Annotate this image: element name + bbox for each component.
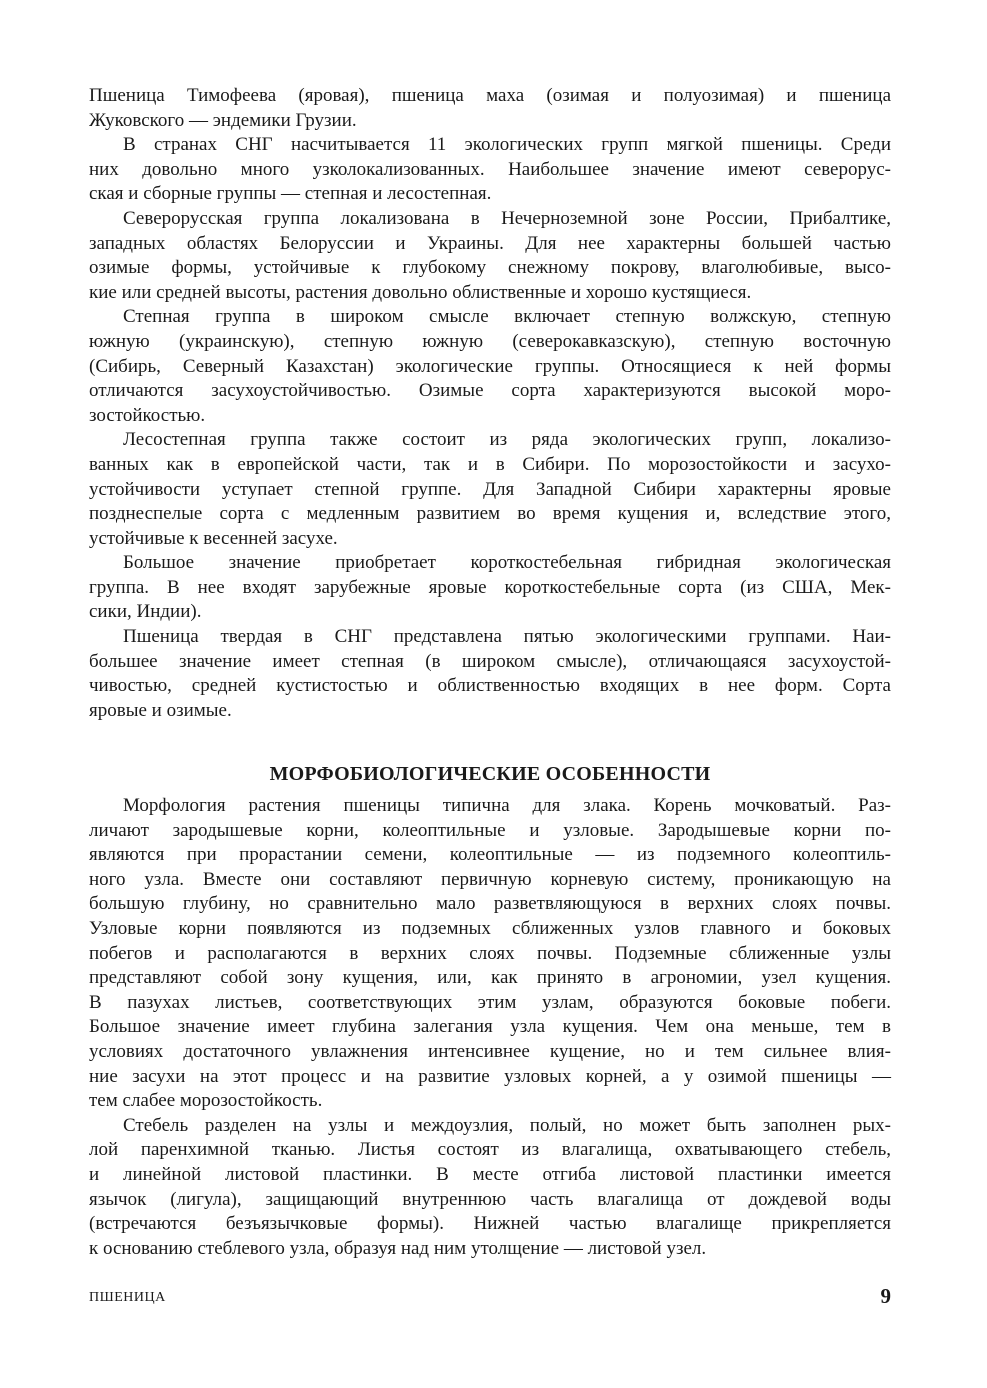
text-line: (Сибирь, Северный Казахстан) экологические группы. Относящиеся к ней формы (89, 355, 891, 377)
paragraph (89, 207, 891, 305)
text-line: них довольно много узколокализованных. Наибольшее значение имеют северорус- (89, 158, 891, 180)
text-line: В странах СНГ насчитывается 11 экологических групп мягкой пшеницы. Среди (123, 134, 891, 156)
text-line: представляют собой зону кущения, или, как принято в агрономии, узел кущения. (89, 967, 891, 989)
text-line: Большое значение имеет глубина залегания узла кущения. Чем она меньше, тем в (89, 1016, 891, 1038)
text-line: Жуковского — эндемики Грузии. (89, 109, 357, 131)
text-line: зостойкостью. (89, 404, 206, 426)
text-line: Степная группа в широком смысле включает степную волжскую, степную (123, 306, 891, 328)
text-line: Большое значение приобретает короткостебельная гибридная экологическая (123, 552, 891, 574)
text-line: Лесостепная группа также состоит из ряда экологических групп, локализо- (123, 429, 891, 451)
text-line: яровые и озимые. (89, 699, 232, 721)
text-line: Узловые корни появляются из подземных сближенных узлов главного и боковых (89, 918, 891, 939)
text-line: В пазухах листьев, соответствующих этим узлам, образуются боковые побеги. (89, 991, 891, 1013)
running-title: ПШЕНИЦА (89, 1290, 166, 1305)
text-line: ская и сборные группы — степная и лесостепная. (89, 183, 492, 205)
section-ecological-groups (89, 84, 891, 723)
text-line: группа. В нее входят зарубежные яровые короткостебельные сорта (из США, Мек- (89, 576, 891, 598)
text-line: ного узла. Вместе они составляют первичную корневую систему, проникающую на (89, 868, 891, 890)
text-line: Морфология растения пшеницы типична для злака. Корень мочковатый. Раз- (123, 795, 891, 817)
text-line: кие или средней высоты, растения довольно облиственные и хорошо кустящиеся. (89, 281, 752, 303)
text-line: отличаются засухоустойчивостью. Озимые сорта характеризуются высокой моро- (89, 380, 891, 402)
text-line: к основанию стеблевого узла, образуя над ним утолщение — листовой узел. (89, 1237, 707, 1259)
text-line: озимые формы, устойчивые к глубокому снежному покрову, влаголюбивые, высо- (89, 257, 891, 279)
text-line: тем слабее морозостойкость. (89, 1090, 323, 1112)
text-line: сики, Индии). (89, 601, 202, 623)
text-line: Пшеница твердая в СНГ представлена пятью экологическими группами. Наи- (123, 626, 891, 648)
text-line: южную (украинскую), степную южную (северокавказскую), степную восточную (89, 330, 891, 352)
text-line: Стебель разделен на узлы и междоузлия, полый, но может быть заполнен рых- (123, 1114, 891, 1136)
section-morphobiology (89, 794, 891, 1261)
text-line: являются при прорастании семени, колеоптильные — из подземного колеоптиль- (89, 844, 891, 866)
text-line: условиях достаточного увлажнения интенсивнее кущение, но и тем сильнее влия- (89, 1040, 891, 1062)
text-line: устойчивые к весенней засухе. (89, 527, 338, 549)
text-line: побегов и располагаются в верхних слоях почвы. Подземные сближенные узлы (89, 942, 891, 964)
paragraph (89, 84, 891, 133)
text-line: позднеспелые сорта с медленным развитием во время кущения и, вследствие этого, (89, 503, 891, 525)
text-line: личают зародышевые корни, колеоптильные и узловые. Зародышевые корни по- (89, 819, 891, 841)
text-line: Пшеница Тимофеева (яровая), пшеница маха (озимая и полуозимая) и пшеница (89, 85, 891, 106)
page-body (89, 84, 891, 1261)
text-line: большую глубину, но сравнительно мало разветвляющуюся в верхних слоях почвы. (89, 893, 891, 915)
paragraph (89, 428, 891, 551)
text-line: западных областях Белоруссии и Украины. Для нее характерны большей частью (89, 232, 891, 254)
text-line: (встречаются безъязычковые формы). Нижней частью влагалище прикрепляется (89, 1213, 891, 1235)
text-line: и линейной листовой пластинки. В месте отгиба листовой пластинки имеется (89, 1163, 891, 1185)
paragraph (89, 1114, 891, 1262)
paragraph (89, 794, 891, 1114)
text-line: лой паренхимной тканью. Листья состоят из влагалища, охватывающего стебель, (89, 1139, 891, 1161)
text-line: устойчивости уступает степной группе. Для Западной Сибири характерны яровые (89, 478, 891, 500)
text-line: язычок (лигула), защищающий внутреннюю часть влагалища от дождевой воды (89, 1188, 891, 1210)
paragraph (89, 305, 891, 428)
text-line: Северорусская группа локализована в Нечерноземной зоне России, Прибалтике, (123, 207, 891, 229)
page-number: 9 (880, 1284, 891, 1308)
text-line: большее значение имеет степная (в широком смысле), отличающаяся засухоустой- (89, 650, 891, 672)
paragraph (89, 625, 891, 723)
paragraph (89, 551, 891, 625)
section-heading: МОРФОБИОЛОГИЧЕСКИЕ ОСОБЕННОСТИ (269, 763, 711, 786)
text-line: чивостью, средней кустистостью и облиственностью входящих в нее форм. Сорта (89, 675, 891, 697)
text-line: ванных как в европейской части, так и в Сибири. По морозостойкости и засухо- (89, 453, 891, 475)
paragraph (89, 133, 891, 207)
text-line: ние засухи на этот процесс и на развитие узловых корней, а у озимой пшеницы — (89, 1065, 891, 1087)
